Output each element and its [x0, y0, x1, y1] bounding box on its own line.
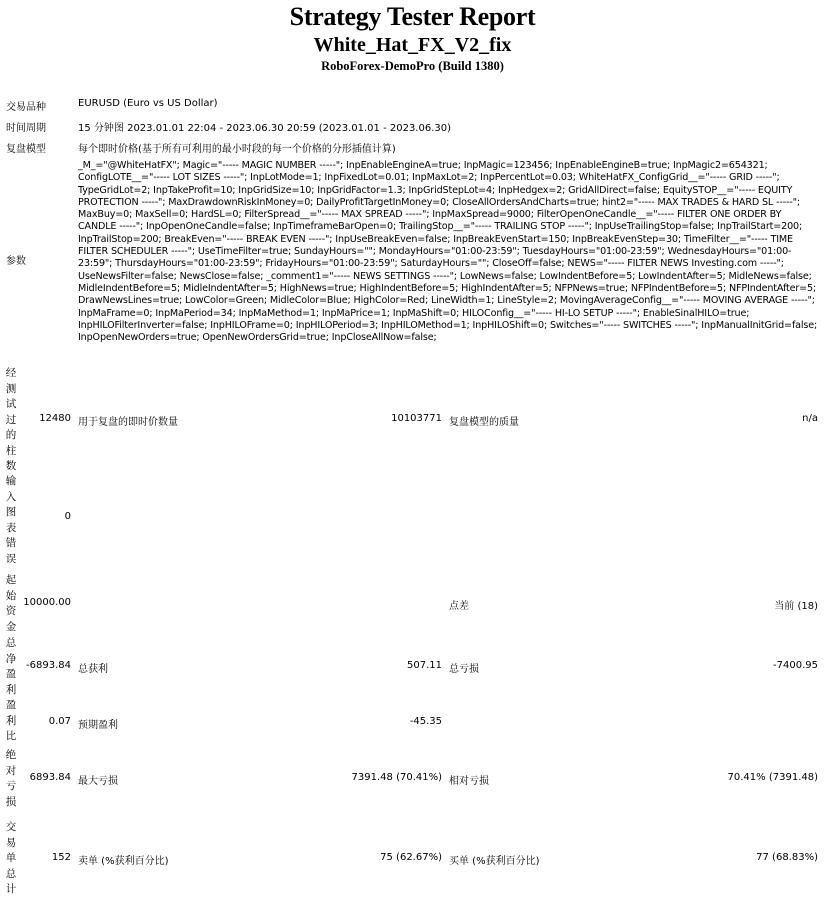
errors-value: 0 [64, 511, 71, 522]
spread-label: 点差 [449, 601, 469, 612]
rel-drawdown-label: 相对亏损 [449, 776, 489, 787]
deposit-label: 起始资金 [5, 574, 17, 633]
total-trades-label: 交易单总计 [5, 821, 17, 895]
abs-drawdown-label: 绝对亏损 [5, 749, 17, 808]
gross-loss-value: -7400.95 [773, 660, 818, 671]
max-drawdown-label: 最大亏损 [78, 776, 118, 787]
errors-label: 输入图表错误 [5, 475, 17, 565]
rel-drawdown-value: 70.41% (7391.48) [727, 772, 818, 783]
expert-name: White_Hat_FX_V2_fix [313, 34, 512, 56]
server-build: RoboForex-DemoPro (Build 1380) [321, 59, 504, 73]
spread-value: 当前 (18) [774, 601, 818, 612]
short-label: 卖单 (%获利百分比) [78, 856, 169, 867]
report-header [0, 3, 825, 74]
expected-payoff-label: 预期盈利 [78, 720, 118, 731]
long-value: 77 (68.83%) [756, 852, 818, 863]
net-profit-label: 总净盈利 [5, 637, 17, 696]
profit-factor-value: 0.07 [48, 716, 71, 727]
quality-value: n/a [802, 413, 818, 424]
long-label: 买单 (%获利百分比) [449, 856, 540, 867]
params-value: _M_="@WhiteHatFX"; Magic="----- MAGIC NUMBER -----"; InpEnableEngineA=true; InpMagic=123456; InpEnableEngineB=true; InpMagic2=654321; ConfigLOTE__="----- LOT SIZES -----"; InpLotMode=1; InpFixedLot=0.01; InpMaxLot=2; InpPercentLot=0.03; WhiteHatFX_ConfigGrid__="----- GRID -----"; TypeGridLot=2; InpTakeProfit=10; InpGridSize=10; InpGridFactor=1.3; InpGridStepLot=4; InpHedgex=2; GridAllDirect=false; EquitySTOP__="----- EQUITY PROTECTION -----"; MaxDrawdownRiskInMoney=0; DailyProfitTargetInMoney=0; CloseAllOrdersAndCharts=true; hint2="----- MAX TRADES & HARD SL -----"; MaxBuy=0; MaxSell=0; HardSL=0; FilterSpread__="----- MAX SPREAD -----"; InpMaxSpread=9000; FilterOpenOneCandle__="----- FILTER ONE ORDER BY CANDLE -----"; InpOpenOneCandle=false; InpTimeframeBarOpen=0; TrailingStop__="----- TRAILING STOP -----"; InpUseTrailingStop=false; InpTrailStart=200; InpTrailStop=200; BreakEven="----- BREAK EVEN -----"; InpUseBreakEven=false; InpBreakEvenStart=150; InpBreakEvenStep=30; TimeFilter__="----- TIME FILTER SCHEDULER -----"; UseTimeFilter=true; SundayHours=""; MondayHours="01:00-23:59"; TuesdayHours="01:00-23:59"; WednesdayHours="01:00-23:59"; ThursdayHours="01:00-23:59"; FridayHours="01:00-23:59"; SaturdayHours=""; CloseOff=false; NEWS="----- FILTER NEWS Investing.com -----"; UseNewsFilter=false; NewsClose=false; _comment1="----- NEWS SETTINGS -----"; LowNews=false; LowIndentBefore=5; LowIndentAfter=5; MidleNews=false; MidleIndentBefore=5; MidleIndentAfter=5; HighNews=true; HighIndentBefore=5; HighIndentAfter=5; NFPNews=true; NFPIndentBefore=5; NFPIndentAfter=5; DrawNewsLines=true; LowColor=Green; MidleColor=Blue; HighColor=Red; LineWidth=1; LineStyle=2; MovingAverageConfig__="----- MOVING AVERAGE -----"; InpMaFrame=0; InpMaPeriod=34; InpMaMethod=1; InpMaPrice=1; InpMaShift=0; HILOConfig__="----- HI-LO SETUP -----"; EnableSinalHILO=true; InpHILOFilterInverter=false; InpHILOFrame=0; InpHILOPeriod=3; InpHILOMethod=1; InpHILOShift=0; Switches="----- SWITCHES -----"; InpManualInitGrid=false; InpOpenNewOrders=true; OpenNewOrdersGrid=true; InpCloseAllNow=false; [78, 160, 818, 344]
gross-loss-label: 总亏损 [449, 664, 479, 675]
expected-payoff-value: -45.35 [409, 716, 442, 727]
period-value: 15 分钟图 2023.01.01 22:04 - 2023.06.30 20:59 (2023.01.01 - 2023.06.30) [78, 123, 452, 134]
short-value: 75 (62.67%) [380, 852, 442, 863]
abs-drawdown-value: 6893.84 [29, 772, 71, 783]
model-label: 复盘模型 [6, 144, 46, 155]
model-value: 每个即时价格(基于所有可利用的最小时段的每一个价格的分形插值计算) [78, 144, 396, 155]
deposit-value: 10000.00 [23, 597, 71, 608]
symbol-value: EURUSD (Euro vs US Dollar) [78, 98, 218, 109]
ticks-value: 10103771 [391, 413, 442, 424]
ticks-label: 用于复盘的即时价数量 [78, 417, 178, 428]
quality-label: 复盘模型的质量 [449, 417, 519, 428]
gross-profit-label: 总获利 [78, 664, 108, 675]
profit-factor-label: 盈利比 [5, 699, 17, 742]
report-title: Strategy Tester Report [289, 2, 536, 31]
bars-value: 12480 [39, 413, 71, 424]
net-profit-value: -6893.84 [26, 660, 71, 671]
gross-profit-value: 507.11 [407, 660, 442, 671]
total-trades-value: 152 [51, 852, 71, 863]
symbol-label: 交易品种 [6, 102, 46, 113]
max-drawdown-value: 7391.48 (70.41%) [351, 772, 442, 783]
params-label: 参数 [6, 256, 26, 267]
bars-label: 经测试过的柱数 [5, 367, 17, 472]
period-label: 时间周期 [6, 123, 46, 134]
